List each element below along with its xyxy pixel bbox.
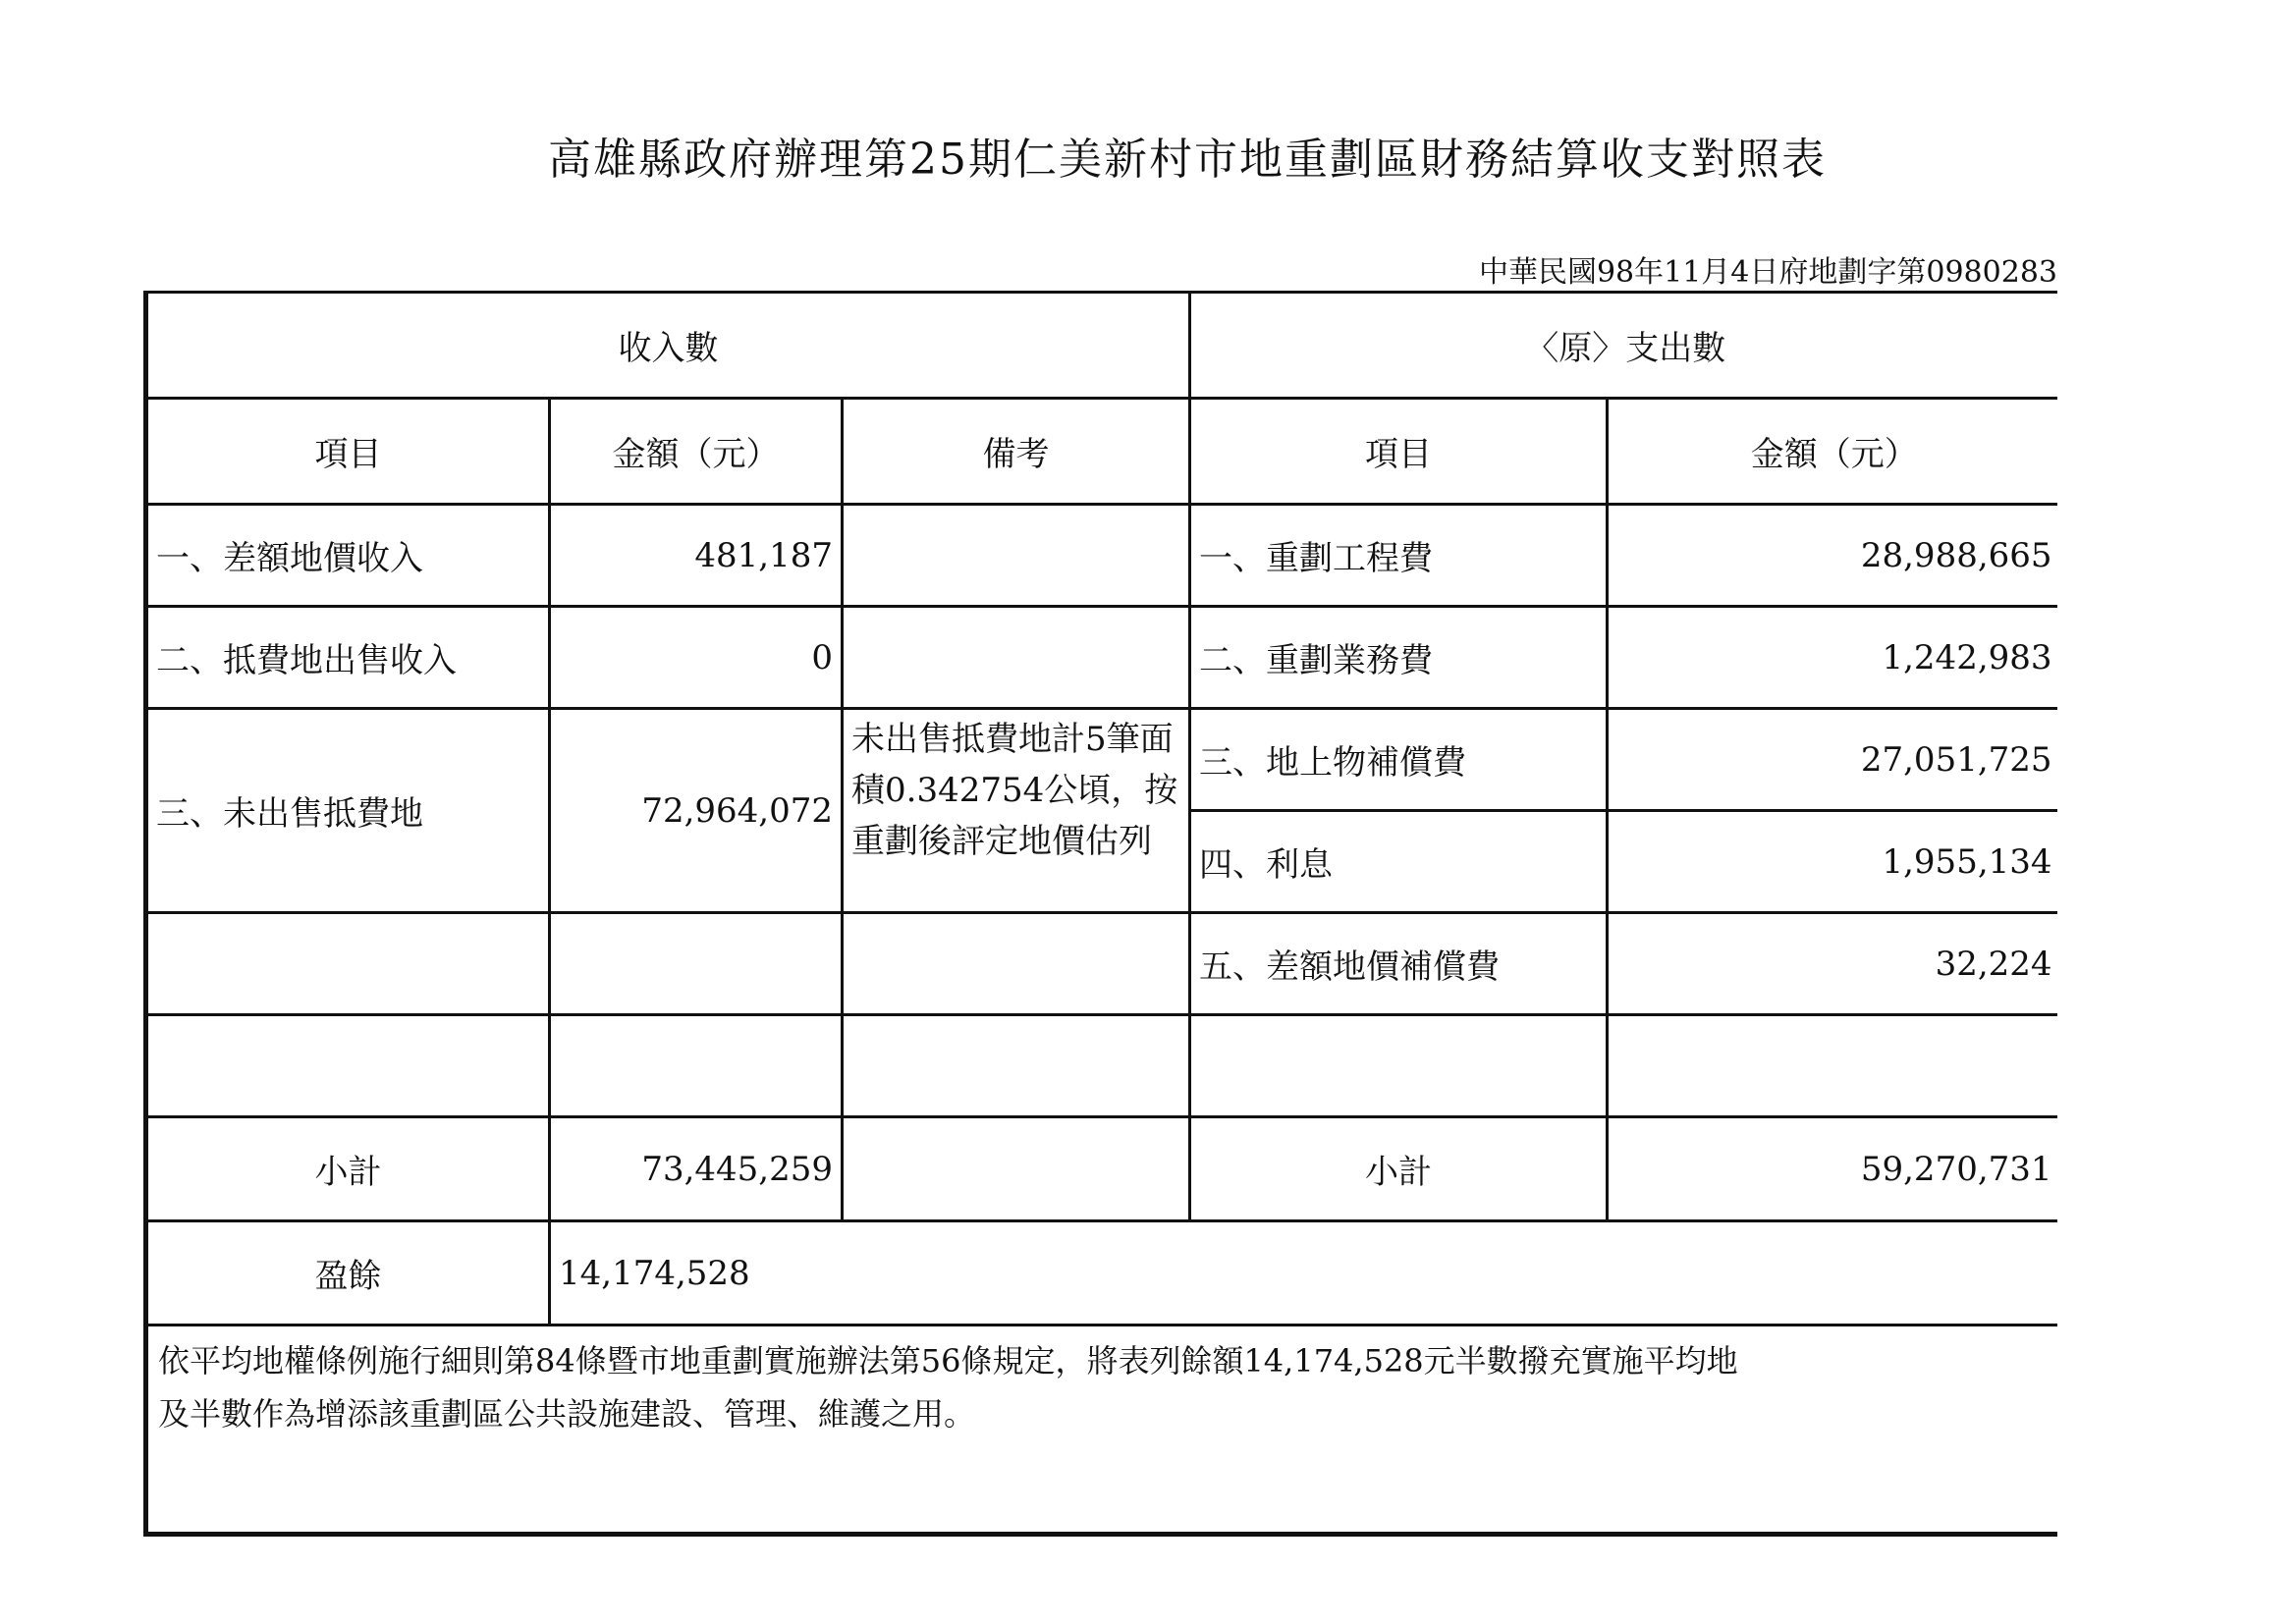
income-remark bbox=[843, 607, 1190, 709]
subtotal-row bbox=[146, 1117, 2058, 1221]
regulation-note bbox=[146, 1325, 2058, 1535]
income-amount: 0 bbox=[550, 607, 843, 709]
table-row bbox=[146, 709, 2058, 811]
settlement-table bbox=[143, 291, 2057, 1537]
income-subtotal-label: 小計 bbox=[146, 1117, 550, 1221]
expense-item: 四、利息 bbox=[1190, 811, 1608, 913]
income-section-header: 收入數 bbox=[146, 293, 1190, 399]
empty-cell bbox=[146, 1015, 550, 1117]
empty-row bbox=[146, 1015, 2058, 1117]
income-item: 一、差額地價收入 bbox=[146, 505, 550, 607]
column-header-row bbox=[146, 399, 2058, 505]
document-number: 中華民國98年11月4日府地劃字第0980283 bbox=[1478, 255, 2057, 290]
expense-item: 五、差額地價補償費 bbox=[1190, 913, 1608, 1015]
expense-section-header: 〈原〉支出數 bbox=[1190, 293, 2057, 399]
empty-cell bbox=[550, 1015, 843, 1117]
income-remark bbox=[843, 505, 1190, 607]
surplus-row bbox=[146, 1221, 2058, 1325]
expense-subtotal-label: 小計 bbox=[1190, 1117, 1608, 1221]
empty-cell bbox=[1608, 1015, 2057, 1117]
surplus-label: 盈餘 bbox=[146, 1221, 550, 1325]
income-item: 二、抵費地出售收入 bbox=[146, 607, 550, 709]
empty-cell bbox=[1190, 1015, 1608, 1117]
note-line-2: 及半數作為增添該重劃區公共設施建設、管理、維護之用。 bbox=[158, 1395, 976, 1433]
remark-header: 備考 bbox=[843, 399, 1190, 505]
income-amount: 481,187 bbox=[550, 505, 843, 607]
note-row bbox=[146, 1325, 2058, 1535]
note-line-1: 依平均地權條例施行細則第84條暨市地重劃實施辦法第56條規定，將表列餘額14,174,528元半數撥充實施平均地 bbox=[158, 1342, 1738, 1380]
income-subtotal-value: 73,445,259 bbox=[550, 1117, 843, 1221]
empty-cell bbox=[550, 913, 843, 1015]
section-header-row bbox=[146, 293, 2058, 399]
expense-item: 一、重劃工程費 bbox=[1190, 505, 1608, 607]
empty-cell bbox=[843, 1117, 1190, 1221]
expense-item-header: 項目 bbox=[1190, 399, 1608, 505]
expense-amount: 32,224 bbox=[1608, 913, 2057, 1015]
table-row bbox=[146, 607, 2058, 709]
expense-subtotal-value: 59,270,731 bbox=[1608, 1117, 2057, 1221]
expense-amount: 27,051,725 bbox=[1608, 709, 2057, 811]
page-title: 高雄縣政府辦理第25期仁美新村市地重劃區財務結算收支對照表 bbox=[548, 135, 1827, 185]
expense-amount-header: 金額（元） bbox=[1608, 399, 2057, 505]
income-remark: 未出售抵費地計5筆面積0.342754公頃，按重劃後評定地價估列 bbox=[843, 709, 1190, 913]
table-row bbox=[146, 505, 2058, 607]
expense-amount: 1,242,983 bbox=[1608, 607, 2057, 709]
settlement-table-frame bbox=[143, 291, 2057, 1549]
expense-amount: 28,988,665 bbox=[1608, 505, 2057, 607]
expense-amount: 1,955,134 bbox=[1608, 811, 2057, 913]
expense-item: 三、地上物補償費 bbox=[1190, 709, 1608, 811]
expense-item: 二、重劃業務費 bbox=[1190, 607, 1608, 709]
empty-cell bbox=[843, 1015, 1190, 1117]
income-item: 三、未出售抵費地 bbox=[146, 709, 550, 913]
surplus-value: 14,174,528 bbox=[550, 1221, 2058, 1325]
income-amount-header: 金額（元） bbox=[550, 399, 843, 505]
empty-cell bbox=[146, 913, 550, 1015]
table-row bbox=[146, 913, 2058, 1015]
empty-cell bbox=[843, 913, 1190, 1015]
income-amount: 72,964,072 bbox=[550, 709, 843, 913]
income-item-header: 項目 bbox=[146, 399, 550, 505]
